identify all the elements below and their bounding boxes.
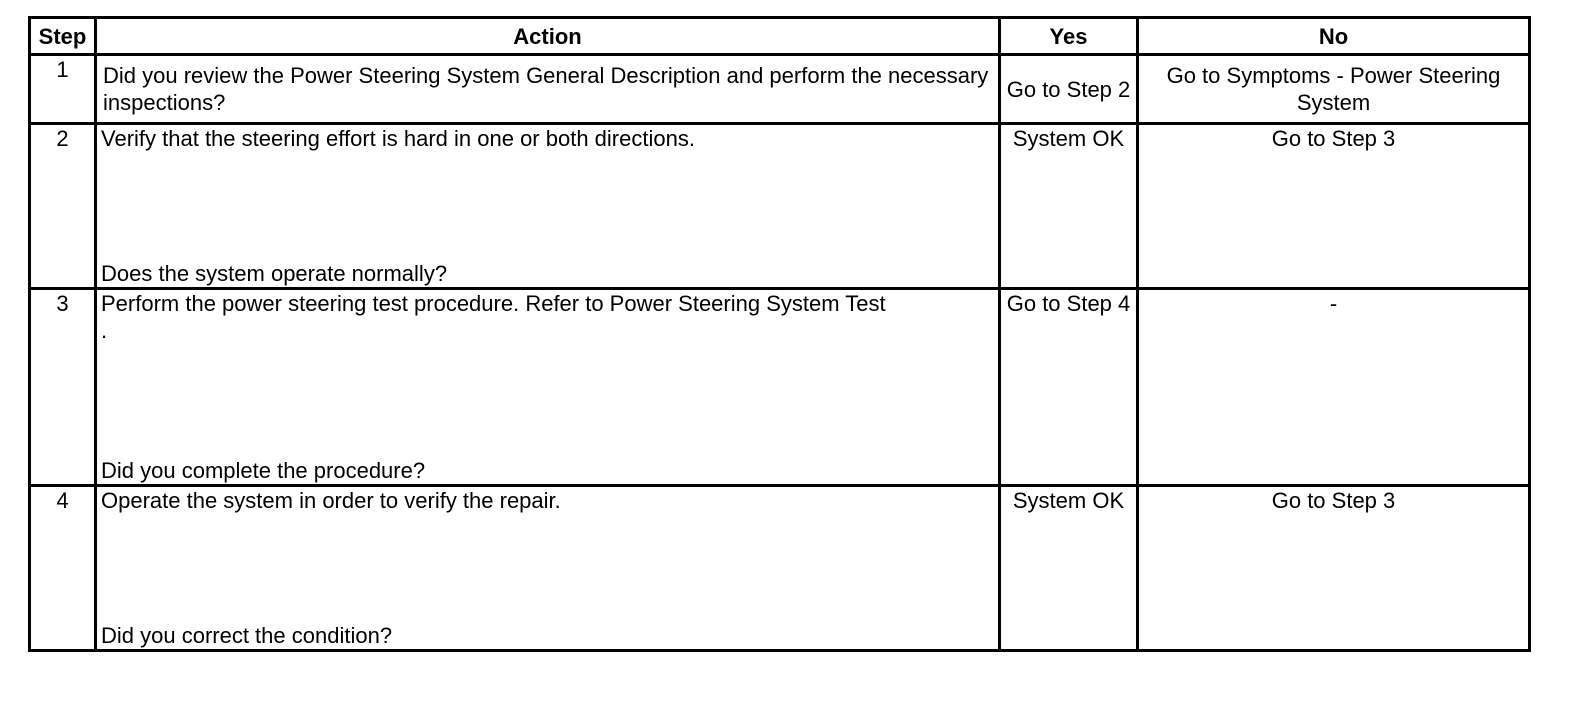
- action-question: Did you complete the procedure?: [101, 458, 426, 483]
- action-text: Operate the system in order to verify the repair.: [101, 488, 561, 513]
- no-outcome: Go to Step 3: [1138, 124, 1530, 289]
- action-question: Does the system operate normally?: [101, 261, 448, 286]
- header-step: Step: [30, 18, 96, 55]
- diagnostic-table: [28, 16, 1531, 652]
- yes-outcome: System OK: [1000, 486, 1138, 651]
- action-question: Did you correct the condition?: [101, 623, 393, 648]
- action-cell: [96, 124, 1000, 289]
- action-text: Did you review the Power Steering System General Description and perform the necessary inspections?: [103, 63, 989, 115]
- table-row: [30, 486, 1530, 651]
- action-cell: [96, 486, 1000, 651]
- diagnostic-document: [28, 16, 1528, 652]
- action-cell: [96, 289, 1000, 486]
- step-number: 1: [30, 55, 96, 124]
- table-row: [30, 55, 1530, 124]
- step-number: 3: [30, 289, 96, 486]
- step-number: 4: [30, 486, 96, 651]
- action-text-continuation: .: [101, 318, 108, 343]
- header-yes: Yes: [1000, 18, 1138, 55]
- yes-outcome: Go to Step 2: [1000, 55, 1138, 124]
- yes-outcome: System OK: [1000, 124, 1138, 289]
- action-cell: [96, 55, 1000, 124]
- header-no: No: [1138, 18, 1530, 55]
- no-outcome: Go to Step 3: [1138, 486, 1530, 651]
- table-header-row: [30, 18, 1530, 55]
- no-outcome: Go to Symptoms - Power Steering System: [1138, 55, 1530, 124]
- no-outcome: -: [1138, 289, 1530, 486]
- table-row: [30, 289, 1530, 486]
- action-text: Perform the power steering test procedure. Refer to Power Steering System Test: [101, 291, 886, 316]
- action-text: Verify that the steering effort is hard in one or both directions.: [101, 126, 695, 151]
- header-action: Action: [96, 18, 1000, 55]
- yes-outcome: Go to Step 4: [1000, 289, 1138, 486]
- step-number: 2: [30, 124, 96, 289]
- table-row: [30, 124, 1530, 289]
